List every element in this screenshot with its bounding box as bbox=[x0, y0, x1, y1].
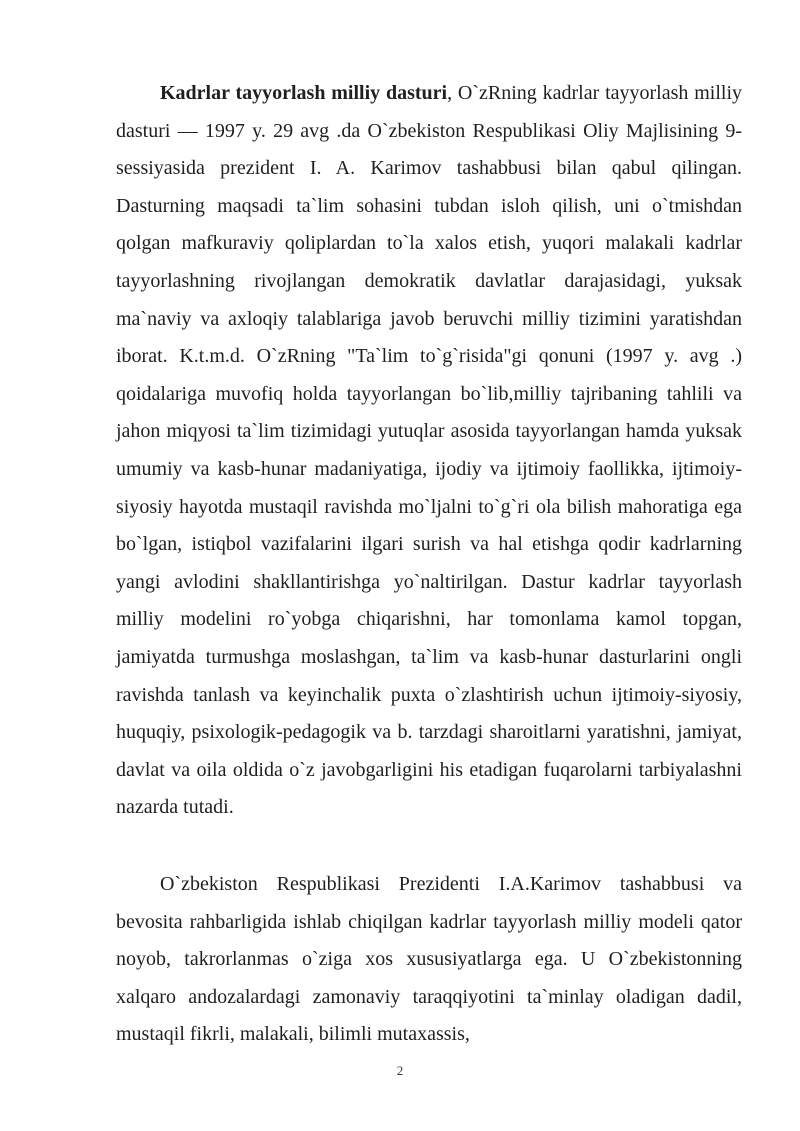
paragraph-milliy-model: O`zbekiston Respublikasi Prezidenti I.A.Karimov tashabbusi va bevosita rahbarligida ishlab chiqilgan kadrlar tayyorlash milliy modeli qator noyob, takrorlanmas o`ziga xos xususiyatlarga ega. U O`zbekistonning xalqaro andozalardagi zamonaviy taraqqiyotini ta`minlay oladigan dadil, mustaqil fikrli, malakali, bilimli mutaxassis, bbox=[116, 873, 742, 1046]
paragraph-1-body: , O`zRning kadrlar tayyorlash milliy dasturi — 1997 y. 29 avg .da O`zbekiston Respublikasi Oliy Majlisining 9-sessiyasida prezident I. A. Karimov tashabbusi bilan qabul qilingan. Dasturning maqsadi ta`lim sohasini tubdan isloh qilish, uni o`tmishdan qolgan mafkuraviy qoliplardan to`la xalos etish, yuqori malakali kadrlar tayyorlashning rivojlangan demokratik davlatlar darajasidagi, yuksak ma`naviy va axloqiy talablariga javob beruvchi milliy tizimini yaratishdan iborat. K.t.m.d. O`zRning "Ta`lim to`g`risida"gi qonuni (1997 y. avg .) qoidalariga muvofiq holda tayyorlangan bo`lib,milliy tajribaning tahlili va jahon miqyosi ta`lim tizimidagi yutuqlar asosida tayyorlangan hamda yuksak umumiy va kasb-hunar madaniyatiga, ijodiy va ijtimoiy faollikka, ijtimoiy-siyosiy hayotda mustaqil ravishda mo`ljalni to`g`ri ola bilish mahoratiga ega bo`lgan, istiqbol vazifalarini ilgari surish va hal etishga qodir kadrlarning yangi avlodini shakllantirishga yo`naltirilgan. Dastur kadrlar tayyorlash milliy modelini ro`yobga chiqarishni, har tomonlama kamol topgan, jamiyatda turmushga moslashgan, ta`lim va kasb-hunar dasturlarini ongli ravishda tanlash va keyinchalik puxta o`zlashtirish uchun ijtimoiy-siyosiy, huquqiy, psixologik-pedagogik va b. tarzdagi sharoitlarni yaratishni, jamiyat, davlat va oila oldida o`z javobgarligini his etadigan fuqarolarni tarbiyalashni nazarda tutadi. bbox=[116, 82, 742, 819]
paragraph-kadrlar-dasturi bbox=[116, 75, 742, 827]
defined-term: Kadrlar tayyorlash milliy dasturi bbox=[160, 82, 448, 104]
page-number: 2 bbox=[396, 1063, 404, 1078]
